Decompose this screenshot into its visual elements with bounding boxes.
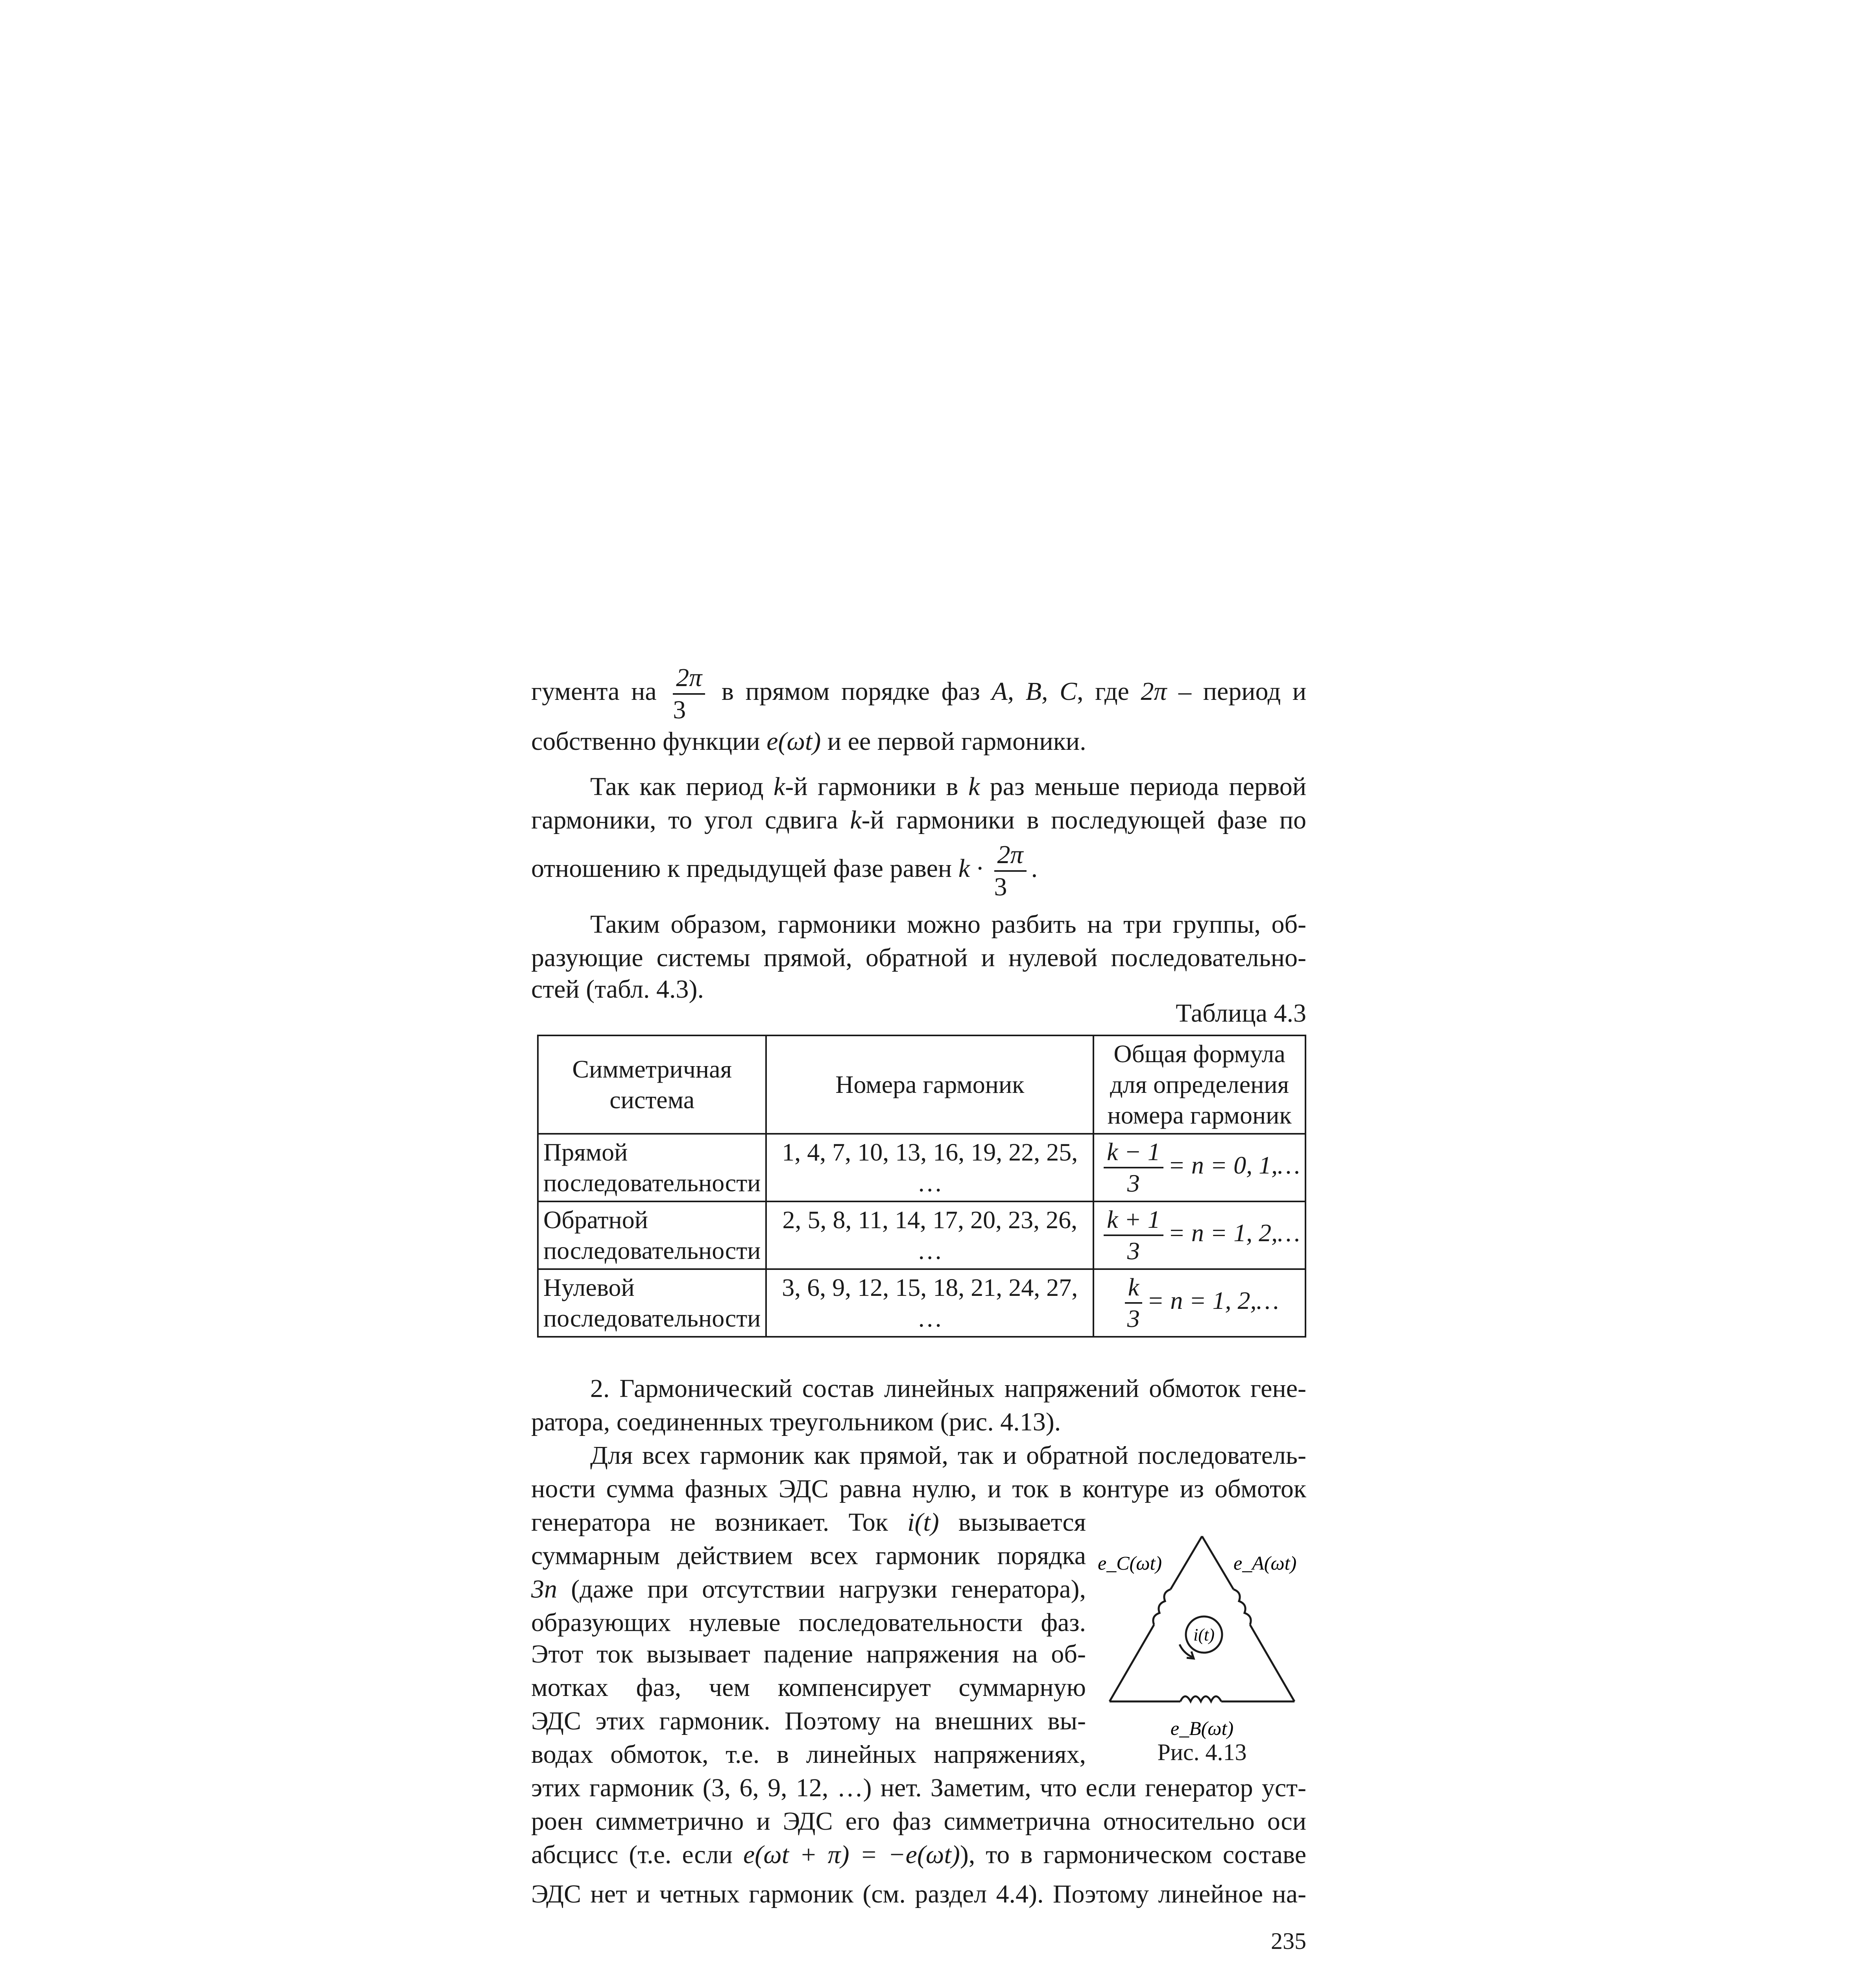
denominator: 3 xyxy=(1127,1169,1140,1197)
fraction-2pi-over-3 xyxy=(994,842,1027,900)
formula-cell xyxy=(1093,1269,1305,1337)
text-span: k xyxy=(968,772,980,801)
text-line xyxy=(531,1572,1086,1607)
text-line: мотках фаз, чем компенсирует суммарную xyxy=(531,1673,1086,1702)
text-line: Таким образом, гармоники можно разбить на три группы, об- xyxy=(590,910,1306,939)
formula-fraction xyxy=(1104,1207,1163,1264)
text-line xyxy=(531,724,1306,759)
text-span: i(t) xyxy=(907,1508,939,1537)
text-span: раз меньше периода первой xyxy=(990,772,1307,801)
formula-fraction xyxy=(1125,1275,1142,1331)
text-span: 3n xyxy=(531,1575,557,1603)
text-span: – период и xyxy=(1178,677,1307,706)
header-cell: Номера гармоник xyxy=(766,1035,1093,1134)
numerator: 2π xyxy=(994,842,1027,872)
numbers-cell: 3, 6, 9, 12, 15, 18, 21, 24, 27, … xyxy=(766,1269,1093,1337)
text-line xyxy=(531,842,1306,900)
figure-caption: Рис. 4.13 xyxy=(1157,1739,1247,1765)
text-line: стей (табл. 4.3). xyxy=(531,975,704,1004)
numbers-cell: 2, 5, 8, 11, 14, 17, 20, 23, 26, … xyxy=(766,1201,1093,1269)
label-ec: e_C(ωt) xyxy=(1098,1552,1162,1574)
text-span: k xyxy=(774,772,785,801)
table-row xyxy=(538,1201,1305,1269)
text-line xyxy=(590,769,1306,805)
text-span: -й гармоники в последующей фазе по xyxy=(861,806,1307,834)
winding-a-wire-top xyxy=(1202,1536,1233,1589)
text-span: (даже при отсутствии нагрузки генератора), xyxy=(571,1575,1086,1603)
label-i: i(t) xyxy=(1193,1625,1215,1644)
fraction-2pi-over-3 xyxy=(673,665,705,723)
text-line xyxy=(531,1837,1306,1873)
text-line: водах обмоток, т.е. в линейных напряжениях, xyxy=(531,1740,1086,1769)
label-eb: e_B(ωt) xyxy=(1170,1717,1234,1739)
text-span: k · xyxy=(958,854,983,883)
text-line: суммарным действием всех гармоник порядка xyxy=(531,1541,1086,1570)
text-span: собственно функции xyxy=(531,727,760,756)
page-number: 235 xyxy=(1271,1928,1306,1954)
text-span: A, B, C xyxy=(992,677,1077,706)
text-line: ности сумма фазных ЭДС равна нулю, и ток в контуре из обмоток xyxy=(531,1474,1306,1503)
harmonics-table xyxy=(537,1035,1306,1338)
text-line: разующие системы прямой, обратной и нулевой последовательно- xyxy=(531,943,1306,972)
formula-cell xyxy=(1093,1134,1305,1201)
numerator: k xyxy=(1125,1275,1142,1304)
denominator: 3 xyxy=(1127,1305,1140,1332)
text-span: . xyxy=(1031,854,1038,883)
text-line: ратора, соединенных треугольником (рис. 4.13). xyxy=(531,1408,1061,1436)
text-span: , где xyxy=(1077,677,1129,706)
text-line: ЭДС этих гармоник. Поэтому на внешних вы- xyxy=(531,1707,1086,1735)
text-line: 2. Гармонический состав линейных напряжений обмоток гене- xyxy=(590,1374,1306,1403)
numerator: k − 1 xyxy=(1104,1139,1163,1168)
text-line: Этот ток вызывает падение напряжения на об- xyxy=(531,1640,1086,1668)
system-cell: Обратной последовательности xyxy=(538,1201,766,1269)
text-span: абсцисс (т.е. если xyxy=(531,1840,733,1869)
table-header-row xyxy=(538,1035,1305,1134)
text-line: ЭДС нет и четных гармоник (см. раздел 4.4). Поэтому линейное на- xyxy=(531,1880,1306,1908)
denominator: 3 xyxy=(994,873,1007,901)
text-line: Для всех гармоник как прямой, так и обратной последователь- xyxy=(590,1441,1306,1470)
winding-c-wire-top xyxy=(1171,1536,1202,1589)
label-ea: e_A(ωt) xyxy=(1233,1552,1297,1574)
header-cell: Симметричная система xyxy=(538,1035,766,1134)
winding-a-wire-bottom xyxy=(1250,1625,1294,1701)
text-span: и ее первой гармоники. xyxy=(827,727,1086,756)
text-span: e(ωt) xyxy=(766,727,821,756)
text-line: этих гармоник (3, 6, 9, 12, …) нет. Заметим, что если генератор уст- xyxy=(531,1773,1306,1802)
text-span: отношению к предыдущей фазе равен xyxy=(531,854,952,883)
text-line xyxy=(531,803,1306,838)
system-cell: Нулевой последовательности xyxy=(538,1269,766,1337)
numbers-cell: 1, 4, 7, 10, 13, 16, 19, 22, 25, … xyxy=(766,1134,1093,1201)
winding-a-coil xyxy=(1233,1589,1251,1625)
denominator: 3 xyxy=(673,696,686,724)
text-span: ), то в гармоническом составе xyxy=(960,1840,1306,1869)
table-caption: Таблица 4.3 xyxy=(1176,999,1306,1028)
text-span: в прямом порядке фаз xyxy=(721,677,980,706)
text-span: Так как период xyxy=(590,772,764,801)
system-cell: Прямой последовательности xyxy=(538,1134,766,1201)
text-span: e(ωt + π) = −e(ωt) xyxy=(743,1840,960,1869)
numerator: 2π xyxy=(673,665,705,695)
formula-cell xyxy=(1093,1201,1305,1269)
text-span: k xyxy=(850,806,862,834)
text-span: 2π xyxy=(1141,677,1167,706)
formula-rhs: = n = 1, 2,… xyxy=(1147,1286,1279,1314)
text-line: образующих нулевые последовательности фаз. xyxy=(531,1608,1086,1637)
formula-fraction xyxy=(1104,1139,1163,1196)
table-row xyxy=(538,1134,1305,1201)
delta-winding-figure xyxy=(1098,1515,1306,1751)
formula-rhs: = n = 1, 2,… xyxy=(1168,1218,1300,1247)
numerator: k + 1 xyxy=(1104,1207,1163,1236)
text-span: гумента на xyxy=(531,677,657,706)
winding-c-coil xyxy=(1153,1589,1171,1625)
text-span: -й гармоники в xyxy=(785,772,958,801)
text-line xyxy=(531,1505,1086,1540)
denominator: 3 xyxy=(1127,1237,1140,1265)
text-line: роен симметрично и ЭДС его фаз симметрична относительно оси xyxy=(531,1807,1306,1836)
text-span: гармоники, то угол сдвига xyxy=(531,806,838,834)
winding-b-coil xyxy=(1180,1696,1221,1701)
text-line xyxy=(531,665,1306,723)
text-span: генератора не возникает. Ток xyxy=(531,1508,888,1537)
text-span: вызывается xyxy=(958,1508,1086,1537)
formula-rhs: = n = 0, 1,… xyxy=(1168,1151,1300,1179)
winding-c-wire-bottom xyxy=(1110,1625,1154,1701)
table-row xyxy=(538,1269,1305,1337)
header-cell: Общая формула для определения номера гармоник xyxy=(1093,1035,1305,1134)
